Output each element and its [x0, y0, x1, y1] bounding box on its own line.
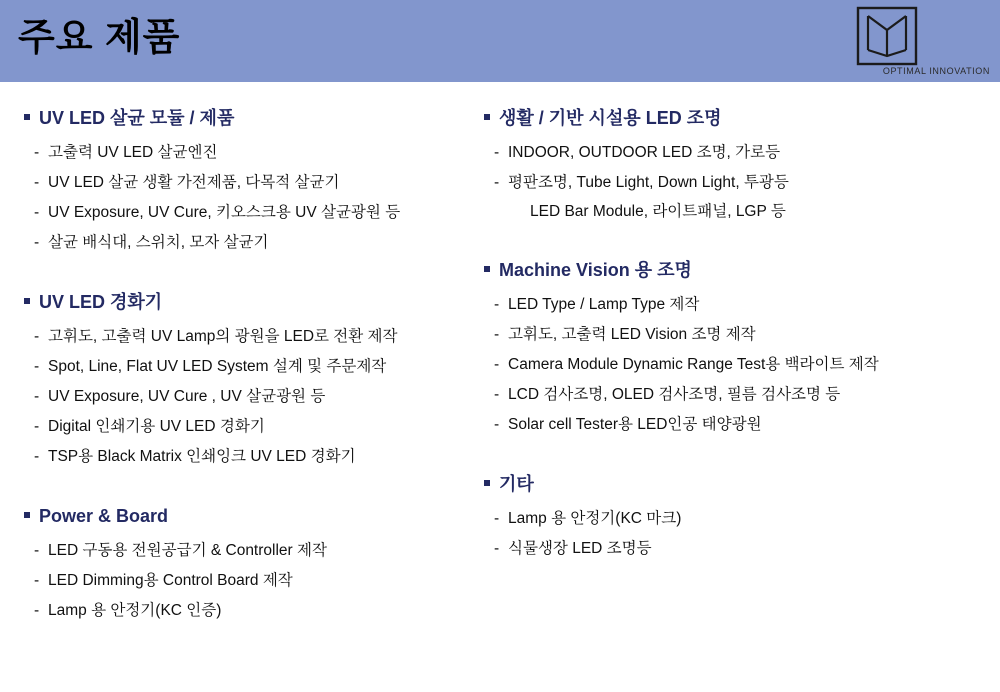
company-logo	[814, 4, 994, 80]
spacer	[484, 444, 984, 470]
group-machine-vision-lighting	[484, 256, 984, 440]
list-item: - 고출력 UV LED 살균엔진	[24, 138, 484, 168]
list-item: - Lamp 용 안정기(KC 인증)	[24, 596, 484, 626]
group-title-text: 생활 / 기반 시설용 LED 조명	[499, 108, 722, 128]
slide-header	[0, 0, 1000, 82]
list-item: - LED Dimming용 Control Board 제작	[24, 566, 484, 596]
dash-marker: -	[34, 174, 40, 191]
group-title	[484, 470, 984, 498]
list-item: - 식물생장 LED 조명등	[484, 534, 984, 564]
square-bullet-icon	[24, 512, 30, 518]
square-bullet-icon	[24, 114, 30, 120]
group-title	[484, 256, 984, 284]
dash-marker: -	[34, 358, 40, 375]
right-column	[484, 104, 984, 568]
group-general-lighting	[484, 104, 984, 226]
list-item: - 평판조명, Tube Light, Down Light, 투광등	[484, 168, 984, 198]
list-item-continuation: LED Bar Module, 라이트패널, LGP 등	[530, 203, 786, 220]
spacer	[24, 262, 484, 288]
square-bullet-icon	[24, 298, 30, 304]
group-title-text: UV LED 살균 모듈 / 제품	[39, 108, 235, 128]
dash-marker: -	[494, 356, 500, 373]
list-item: - 고휘도, 고출력 UV Lamp의 광원을 LED로 전환 제작	[24, 322, 484, 352]
group-title-text: 기타	[499, 474, 534, 494]
dash-marker: -	[34, 448, 40, 465]
dash-marker: -	[494, 144, 500, 161]
dash-marker: -	[34, 542, 40, 559]
dash-marker: -	[34, 144, 40, 161]
list-item: - LCD 검사조명, OLED 검사조명, 필름 검사조명 등	[484, 380, 984, 410]
group-etc	[484, 470, 984, 564]
list-item: - INDOOR, OUTDOOR LED 조명, 가로등	[484, 138, 984, 168]
group-uv-led-sterilizing	[24, 104, 484, 258]
group-uv-led-curing	[24, 288, 484, 472]
dash-marker: -	[494, 326, 500, 343]
dash-marker: -	[494, 296, 500, 313]
dash-marker: -	[494, 174, 500, 191]
group-title-text: UV LED 경화기	[39, 292, 163, 312]
group-title	[484, 104, 984, 132]
dash-marker: -	[34, 234, 40, 251]
group-title	[24, 104, 484, 132]
group-title	[24, 288, 484, 316]
page-title: 주요 제품	[18, 17, 181, 59]
list-item: - UV Exposure, UV Cure , UV 살균광원 등	[24, 382, 484, 412]
list-item: - LED 구동용 전원공급기 & Controller 제작	[24, 536, 484, 566]
dash-marker: -	[34, 572, 40, 589]
spacer	[484, 230, 984, 256]
logo-cube-icon	[856, 6, 918, 66]
group-title-text: Machine Vision 용 조명	[499, 260, 692, 280]
list-item: - Lamp 용 안정기(KC 마크)	[484, 504, 984, 534]
dash-marker: -	[34, 418, 40, 435]
dash-marker: -	[494, 416, 500, 433]
group-title-text: Power & Board	[39, 506, 169, 526]
list-item: - Spot, Line, Flat UV LED System 설계 및 주문제작	[24, 352, 484, 382]
list-item: - Camera Module Dynamic Range Test용 백라이트 제작	[484, 350, 984, 380]
spacer	[24, 476, 484, 502]
logo-text: OPTIMAL INNOVATION	[882, 66, 990, 76]
dash-marker: -	[34, 204, 40, 221]
square-bullet-icon	[484, 266, 490, 272]
dash-marker: -	[494, 540, 500, 557]
list-item: - TSP용 Black Matrix 인쇄잉크 UV LED 경화기	[24, 442, 484, 472]
group-power-and-board	[24, 502, 484, 626]
square-bullet-icon	[484, 480, 490, 486]
dash-marker: -	[494, 510, 500, 527]
left-column	[24, 104, 484, 630]
list-item: - UV LED 살균 생활 가전제품, 다목적 살균기	[24, 168, 484, 198]
list-item: - 살균 배식대, 스위치, 모자 살균기	[24, 228, 484, 258]
dash-marker: -	[34, 328, 40, 345]
list-item: - 고휘도, 고출력 LED Vision 조명 제작	[484, 320, 984, 350]
list-item: - LED Type / Lamp Type 제작	[484, 290, 984, 320]
dash-marker: -	[494, 386, 500, 403]
list-item: - Solar cell Tester용 LED인공 태양광원	[484, 410, 984, 440]
dash-marker: -	[34, 388, 40, 405]
group-title	[24, 502, 484, 530]
dash-marker: -	[34, 602, 40, 619]
list-item: - Digital 인쇄기용 UV LED 경화기	[24, 412, 484, 442]
square-bullet-icon	[484, 114, 490, 120]
list-item: - UV Exposure, UV Cure, 키오스크용 UV 살균광원 등	[24, 198, 484, 228]
